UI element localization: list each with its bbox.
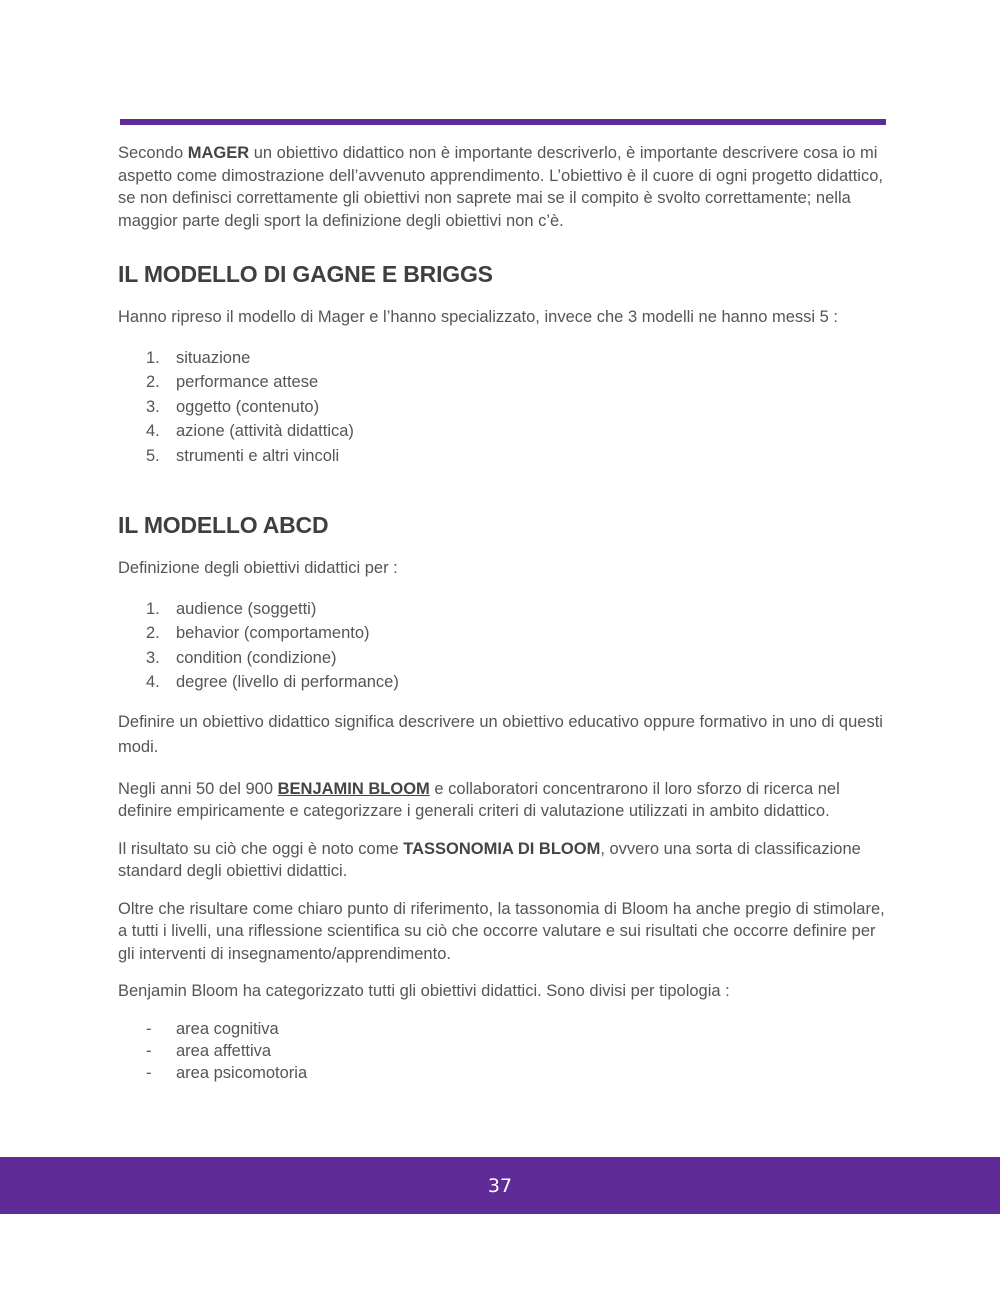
- mager-paragraph: [118, 142, 886, 232]
- list-item: 4. azione (attività didattica): [146, 422, 354, 440]
- list-item: 1. situazione: [146, 348, 251, 367]
- definition-paragraph: Definire un obiettivo didattico significa descrivere un obiettivo educativo oppure formativo in uno di questi modi.: [118, 712, 883, 756]
- heading-gagne-briggs: IL MODELLO DI GAGNE E BRIGGS: [118, 261, 493, 287]
- footer-bar: [0, 1157, 1000, 1214]
- list-item: 1. audience (soggetti): [146, 599, 317, 618]
- page-content: [118, 142, 886, 1084]
- list-item: 3. condition (condizione): [146, 648, 337, 667]
- gagne-list: [118, 346, 886, 469]
- heading-abcd: IL MODELLO ABCD: [118, 512, 329, 538]
- areas-list: [118, 1018, 886, 1084]
- categories-intro: Benjamin Bloom ha categorizzato tutti gli obiettivi didattici. Sono divisi per tipologia :: [118, 982, 730, 1000]
- taxonomy-name: TASSONOMIA DI BLOOM: [403, 839, 601, 858]
- mager-text-before: Secondo: [118, 144, 188, 162]
- taxonomy-paragraph: Il risultato su ciò che oggi è noto come TASSONOMIA DI BLOOM, ovvero una sorta di classificazione standard degli obiettivi didattici.: [118, 839, 861, 880]
- oltre-paragraph: Oltre che risultare come chiaro punto di riferimento, la tassonomia di Bloom ha anche pregio di stimolare, a tutti i livelli, una riflessione scientifica su ciò che occorre valutare e sui risultati che occorre definire per gli interventi di insegnamento/apprendimento.: [118, 899, 885, 963]
- list-item: 3. oggetto (contenuto): [146, 397, 320, 416]
- bloom-name: BENJAMIN BLOOM: [277, 779, 430, 798]
- list-item: - area affettiva: [146, 1041, 272, 1060]
- gagne-intro: Hanno ripreso il modello di Mager e l’hanno specializzato, invece che 3 modelli ne hanno messi 5 :: [118, 308, 838, 326]
- list-item: - area psicomotoria: [146, 1063, 308, 1082]
- header-rule: [120, 119, 886, 125]
- mager-text-after: un obiettivo didattico non è importante descriverlo, è importante descrivere cosa io mi aspetto come dimostrazione dell’avvenuto apprendimento. L’obiettivo è il cuore di ogni progetto didattico, se non definisci correttamente gli obiettivi non saprete mai se il compito è svolto correttamente; nella maggior parte degli sport la definizione degli obiettivi non c’è.: [118, 144, 883, 230]
- list-item: - area cognitiva: [146, 1019, 279, 1038]
- list-item: 2. behavior (comportamento): [146, 624, 370, 642]
- page-number: 37: [487, 1174, 513, 1197]
- list-item: 4. degree (livello di performance): [146, 673, 399, 691]
- bloom-paragraph: Negli anni 50 del 900 BENJAMIN BLOOM e collaboratori concentrarono il loro sforzo di ricerca nel definire empiricamente e categorizzare i generali criteri di valutazione utilizzati in ambito didattico.: [118, 779, 840, 820]
- abcd-intro: Definizione degli obiettivi didattici per :: [118, 559, 398, 577]
- mager-name: MAGER: [187, 144, 250, 162]
- abcd-list: [118, 597, 886, 695]
- list-item: 2. performance attese: [146, 373, 319, 391]
- list-item: 5. strumenti e altri vincoli: [146, 446, 340, 465]
